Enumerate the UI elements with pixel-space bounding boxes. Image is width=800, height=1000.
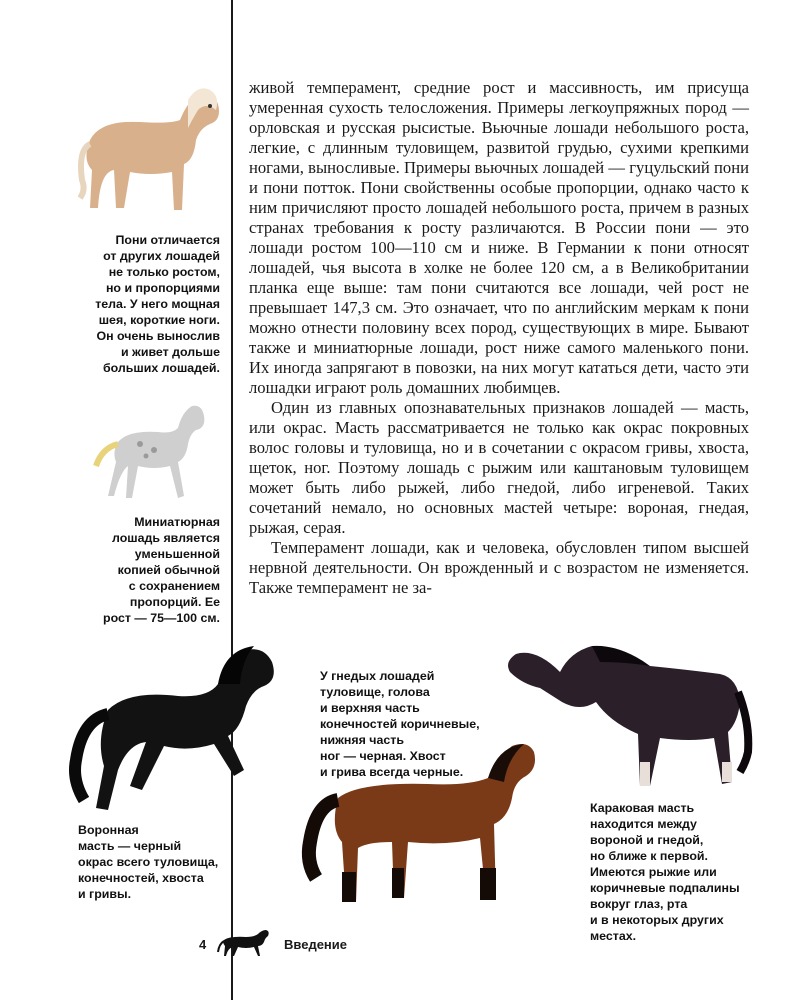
- main-text: [249, 78, 749, 598]
- seal-brown-caption: Караковая масть находится между вороной и гнедой, но ближе к первой. Имеются рыжие или коричневые подпалины вокруг глаз, рта и в некоторых других местах.: [590, 801, 740, 943]
- miniature-horse-image: [92, 400, 212, 505]
- bay-caption: У гнедых лошадей туловище, голова и верхняя часть конечностей коричневые, нижняя часть ног — черная. Хвост и грива всегда черные.: [320, 669, 480, 779]
- black-horse-image: [68, 640, 283, 815]
- seal-brown-horse-image: [500, 622, 755, 797]
- miniature-caption: Миниатюрная лошадь является уменьшенной копией обычной с сохранением пропорций. Ее рост — 75—100 см.: [103, 515, 220, 625]
- paragraph-2: Один из главных опознавательных признаков лошадей — масть, или окрас. Масть рассматривается не только как окрас покровных волос головы и туловища, но и в сочетании с окрасом гривы, хвоста, щеток, ног. Поэтому лошадь с рыжим или каштановым туловищем может быть либо рыжей, либо гнедой, либо игреневой. Таких сочетаний немало, но основных мастей четыре: вороная, гнедая, рыжая, серая.: [249, 398, 749, 537]
- footer-horse-icon: [216, 928, 274, 958]
- page-number: 4: [199, 937, 207, 952]
- paragraph-1: живой темперамент, средние рост и массивность, им присуща умеренная сухость телосложения. Примеры легкоупряжных пород — орловская и русская рысистые. Вьючные лошади небольшого роста, легкие, с длинным туловищем, развитой грудью, сухими крепкими ногами, выносливые. Примеры вьючных лошадей — гуцульский пони и пони потток. Пони свойственны особые пропорции, однако часто к ним причисляют просто лошадей небольшого роста, причем в разных странах требования к росту различаются. В России пони — это лошади ростом 100—110 см и ниже. В Германии к пони относят лошадей, чья высота в холке не более 120 см, а в Великобритании планка еще выше: там пони считаются все лошади, чей рост не превышает 147,3 см. Это означает, что по английским меркам к пони можно отнести половину всех пород, существующих в мире. Бывают также и миниатюрные лошади, рост ниже самого маленького пони. Их иногда запрягают в повозки, на них могут кататься дети, часто эти лошадки играют роль домашних любимцев.: [249, 78, 749, 397]
- pony-image: [60, 80, 230, 220]
- pony-caption: Пони отличается от других лошадей не только ростом, но и пропорциями тела. У него мощная шея, короткие ноги. Он очень вынослив и живет дольше больших лошадей.: [95, 233, 220, 375]
- black-caption: Воронная масть — черный окрас всего туловища, конечностей, хвоста и гривы.: [78, 823, 219, 901]
- section-title: Введение: [284, 937, 347, 952]
- paragraph-3: Темперамент лошади, как и человека, обусловлен типом высшей нервной деятельности. Он врожденный и с возрастом не изменяется. Также темперамент не за-: [249, 538, 749, 597]
